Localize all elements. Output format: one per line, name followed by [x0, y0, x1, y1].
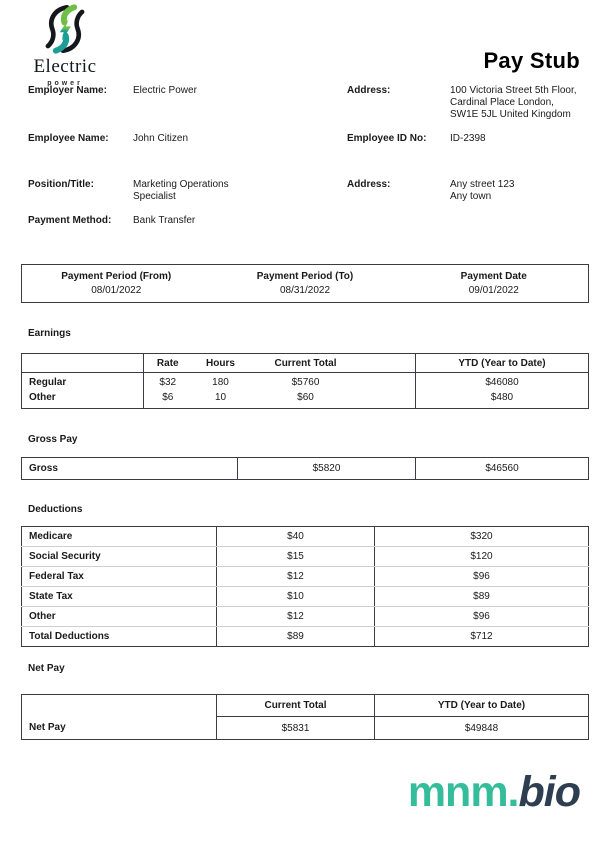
earnings-row-label: Other [22, 391, 144, 409]
table-row [22, 627, 589, 647]
earnings-current: $5760 [291, 377, 320, 389]
net-current-total-header: Current Total [217, 695, 375, 717]
employee-name-label: Employee Name: [28, 133, 109, 144]
deduction-label: Social Security [22, 547, 217, 567]
company-address-label: Address: [347, 85, 391, 96]
net-pay-heading: Net Pay [28, 663, 65, 674]
hours-header: Hours [192, 354, 250, 373]
earnings-heading: Earnings [28, 328, 71, 339]
gross-pay-table [21, 457, 589, 480]
table-row [22, 567, 589, 587]
company-name: Electric [33, 56, 97, 77]
employee-name-value: John Citizen [133, 133, 189, 144]
deduction-current: $12 [217, 567, 375, 587]
mnm-logo-secondary: bio [518, 768, 580, 816]
table-row [22, 587, 589, 607]
payment-period-table [21, 264, 589, 303]
payment-date-header: Payment Date [460, 271, 527, 282]
deduction-label: Other [22, 607, 217, 627]
payment-period-from-value: 08/01/2022 [91, 285, 142, 296]
earnings-row-label: Regular [22, 373, 144, 391]
payment-period-to-value: 08/31/2022 [279, 285, 331, 296]
page-title: Pay Stub [483, 48, 580, 73]
earnings-rate: $32 [159, 377, 177, 389]
deduction-current: $12 [217, 607, 375, 627]
company-address-value: 100 Victoria Street 5th Floor, Cardinal Place London, SW1E 5JL United Kingdom [450, 85, 577, 120]
employee-address-label: Address: [347, 179, 391, 190]
earnings-current: $60 [297, 392, 314, 404]
deduction-current: $10 [217, 587, 375, 607]
table-row [22, 284, 589, 303]
earnings-ytd: $46080 [416, 373, 589, 391]
employee-id-value: ID-2398 [450, 133, 486, 144]
deduction-ytd: $320 [375, 527, 589, 547]
payment-method-label: Payment Method: [28, 215, 112, 226]
earnings-table [21, 353, 589, 409]
gross-row-label: Gross [22, 458, 238, 480]
gross-ytd: $46560 [416, 458, 589, 480]
net-pay-current: $5831 [217, 717, 375, 740]
deduction-ytd: $89 [375, 587, 589, 607]
deduction-ytd: $96 [375, 607, 589, 627]
earnings-hours: 180 [212, 377, 229, 389]
deductions-heading: Deductions [28, 504, 83, 515]
earnings-rate: $6 [162, 392, 174, 404]
deduction-ytd: $96 [375, 567, 589, 587]
deductions-table [21, 526, 589, 647]
payment-period-from-header: Payment Period (From) [61, 271, 172, 282]
deduction-current: $40 [217, 527, 375, 547]
table-row [22, 373, 589, 391]
company-tagline: power [47, 80, 83, 87]
table-header-row [22, 354, 589, 373]
mnm-bio-logo [407, 768, 580, 816]
electric-flame-icon [42, 4, 88, 54]
table-row [22, 391, 589, 409]
total-deductions-label: Total Deductions [22, 627, 217, 647]
payment-period-to-header: Payment Period (To) [256, 271, 354, 282]
employer-name-label: Employer Name: [28, 85, 107, 96]
net-pay-ytd: $49848 [375, 717, 589, 740]
net-ytd-header: YTD (Year to Date) [375, 695, 589, 717]
ytd-header: YTD (Year to Date) [416, 354, 589, 373]
gross-current: $5820 [312, 463, 341, 474]
table-row [22, 527, 589, 547]
net-pay-table [21, 694, 589, 740]
deduction-label: Medicare [22, 527, 217, 547]
table-row [22, 458, 589, 480]
employee-address-value: Any street 123 Any town [450, 179, 515, 202]
net-pay-row-label: Net Pay [22, 695, 217, 740]
total-deductions-current: $89 [287, 631, 304, 642]
deduction-label: State Tax [22, 587, 217, 607]
employer-name-value: Electric Power [133, 85, 197, 96]
deduction-ytd: $120 [375, 547, 589, 567]
position-title-label: Position/Title: [28, 179, 94, 190]
current-total-header: Current Total [250, 354, 362, 373]
deduction-label: Federal Tax [22, 567, 217, 587]
earnings-empty-header [22, 354, 144, 373]
table-row [22, 265, 589, 284]
earnings-hours: 10 [214, 392, 227, 404]
position-title-value: Marketing Operations Specialist [133, 179, 229, 202]
payment-date-value: 09/01/2022 [468, 285, 519, 296]
earnings-ytd: $480 [416, 391, 589, 409]
table-header-row [22, 695, 589, 717]
company-logo [22, 4, 108, 87]
total-deductions-ytd: $712 [375, 627, 589, 647]
table-row [22, 607, 589, 627]
table-row [22, 547, 589, 567]
employee-id-label: Employee ID No: [347, 133, 427, 144]
rate-header: Rate [144, 354, 192, 373]
deduction-current: $15 [217, 547, 375, 567]
payment-method-value: Bank Transfer [133, 215, 196, 226]
gross-pay-heading: Gross Pay [28, 434, 78, 445]
mnm-logo-primary: mnm. [407, 768, 519, 816]
